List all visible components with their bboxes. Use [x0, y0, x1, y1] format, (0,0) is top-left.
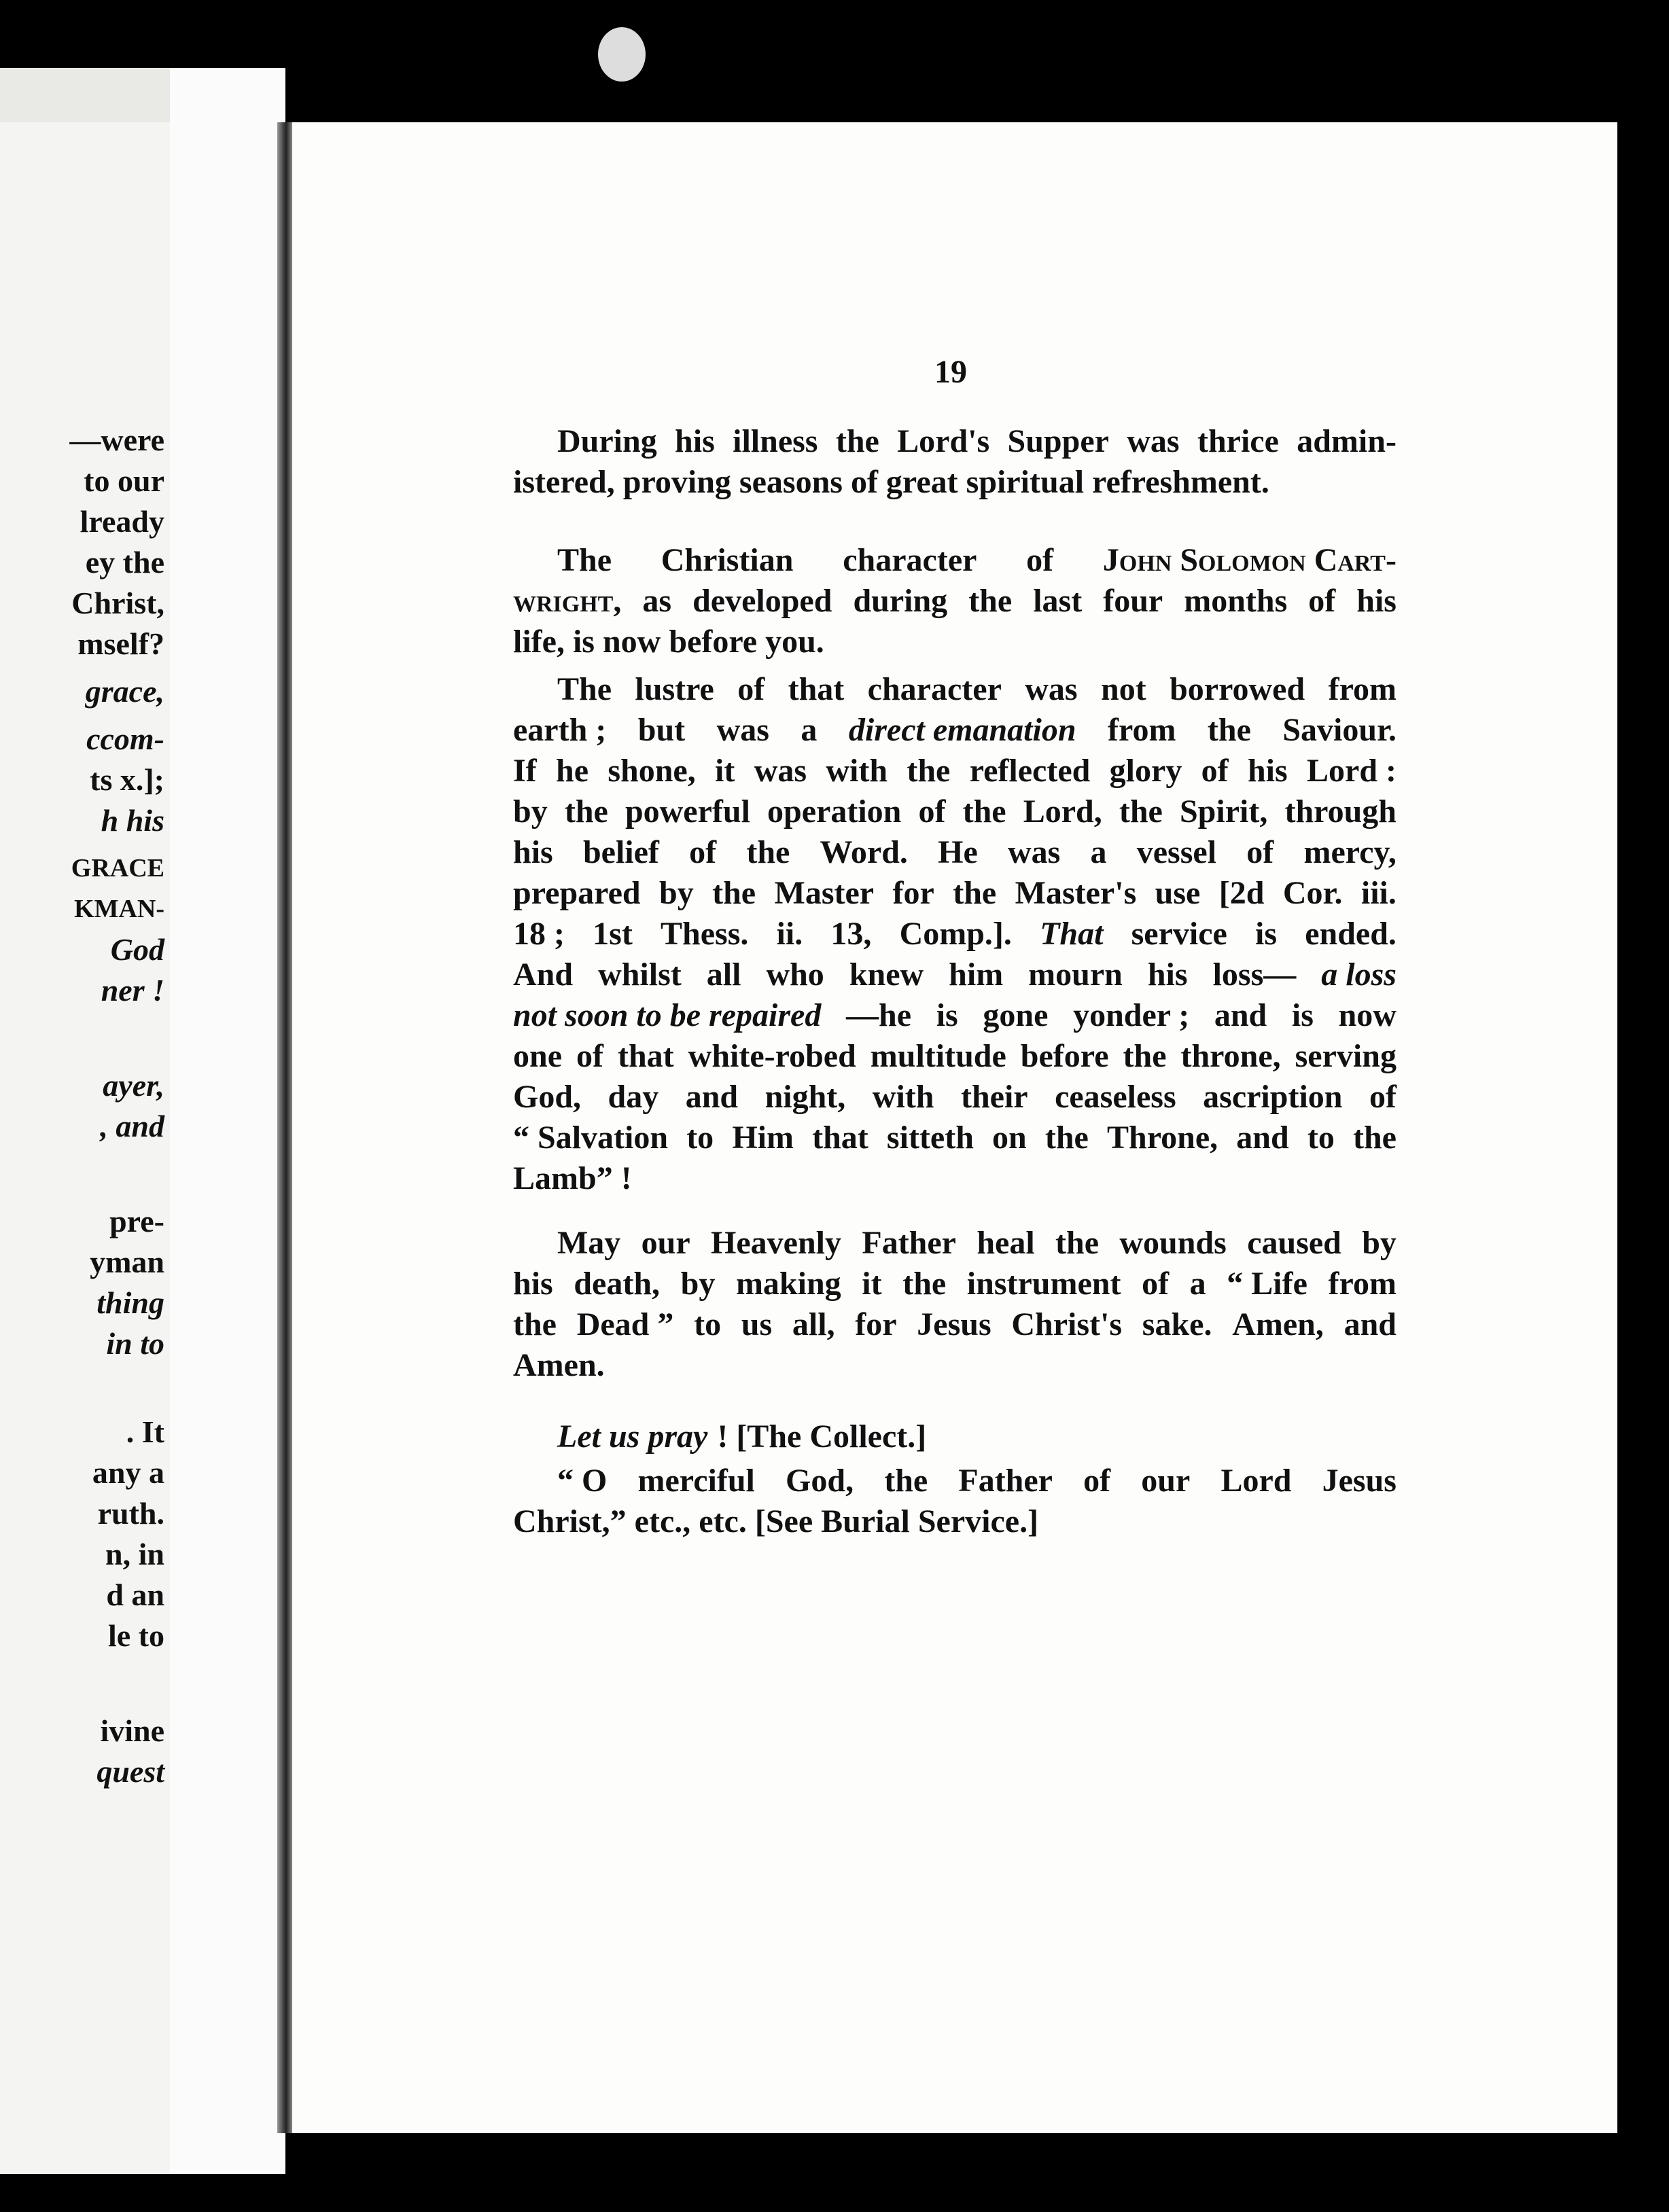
- text-line: [513, 1304, 1396, 1345]
- word: ended.: [1305, 916, 1396, 952]
- word: Thess.: [661, 916, 749, 952]
- word: the: [1352, 1120, 1396, 1156]
- word: their: [960, 1079, 1028, 1115]
- word: that: [812, 1120, 868, 1156]
- text-line: [513, 622, 824, 662]
- word: And: [513, 957, 574, 993]
- text-line: [557, 1416, 926, 1457]
- word: Supper: [1007, 423, 1109, 459]
- word: Lord: [1220, 1463, 1292, 1499]
- word: all,: [792, 1306, 835, 1342]
- word: with: [826, 753, 888, 789]
- text-line: [513, 1036, 1396, 1077]
- word: Amen.: [513, 1347, 605, 1383]
- left-page-fragment: lready: [80, 504, 164, 539]
- text-line: [513, 1077, 1396, 1118]
- word: a: [1189, 1266, 1206, 1302]
- left-page-strip: [0, 68, 170, 122]
- word: as: [642, 583, 672, 619]
- word: during: [853, 583, 948, 619]
- word: ascription: [1203, 1079, 1343, 1115]
- word: to: [694, 1306, 722, 1342]
- word: Father: [862, 1225, 956, 1261]
- word: yonder ;: [1073, 997, 1190, 1033]
- word: Spirit,: [1179, 793, 1268, 830]
- text-line: [513, 1345, 605, 1386]
- word: 1st: [593, 916, 633, 952]
- word: direct emanation: [848, 712, 1076, 748]
- text-line: [513, 462, 1269, 503]
- word: to: [686, 1120, 714, 1156]
- text-line: [513, 791, 1396, 832]
- text-line: [557, 540, 1396, 581]
- left-page-fragment: , and: [100, 1109, 164, 1143]
- text-line: [513, 1501, 1038, 1542]
- word: our: [641, 1225, 690, 1261]
- word: 18 ;: [513, 916, 565, 952]
- left-page-fragment: in to: [106, 1326, 164, 1361]
- word: mercy,: [1303, 834, 1396, 870]
- word: by: [680, 1266, 716, 1302]
- word: Dead ”: [576, 1306, 674, 1342]
- word: ! [The Collect.]: [717, 1419, 927, 1455]
- word: that: [617, 1038, 674, 1074]
- word: is: [1255, 916, 1278, 952]
- book-spine: [277, 122, 292, 2133]
- word: Word.: [820, 834, 908, 870]
- word: and: [685, 1079, 739, 1115]
- word: from: [1328, 1266, 1396, 1302]
- word: istered, proving seasons of great spiritual refreshment.: [513, 464, 1269, 500]
- word: the: [907, 753, 951, 789]
- word: but: [637, 712, 686, 748]
- word: illness: [733, 423, 818, 459]
- word: The: [557, 671, 612, 707]
- word: from: [1108, 712, 1176, 748]
- word: us: [741, 1306, 773, 1342]
- word: it: [862, 1266, 882, 1302]
- word: of: [576, 1038, 603, 1074]
- left-page-edge: [0, 68, 170, 2174]
- left-page-fragment: d an: [106, 1577, 164, 1612]
- word: thrice: [1197, 423, 1279, 459]
- text-line: [513, 1118, 1396, 1158]
- left-page-fragment: thing: [96, 1285, 164, 1320]
- word: instrument: [966, 1266, 1121, 1302]
- word: operation: [767, 793, 902, 830]
- word: the: [1119, 793, 1163, 830]
- text-line: [513, 710, 1396, 751]
- word: knew: [849, 957, 924, 993]
- word: it: [715, 753, 735, 789]
- word: by: [513, 793, 548, 830]
- word: his: [1247, 753, 1288, 789]
- word: the: [513, 1306, 557, 1342]
- word: If: [513, 753, 537, 789]
- word: reflected: [969, 753, 1091, 789]
- word: ceaseless: [1055, 1079, 1176, 1115]
- word: The: [557, 542, 612, 578]
- text-line: [513, 955, 1396, 995]
- left-page-fragment: GRACE: [71, 854, 164, 882]
- word: for: [855, 1306, 897, 1342]
- left-page-fragment: ey the: [85, 545, 164, 579]
- word: earth ;: [513, 712, 607, 748]
- word: night,: [765, 1079, 846, 1115]
- word: with: [872, 1079, 934, 1115]
- word: for: [892, 875, 934, 911]
- left-page-fragment: quest: [96, 1754, 164, 1789]
- word: belief: [582, 834, 659, 870]
- word: May: [557, 1225, 621, 1261]
- word: God,: [513, 1079, 582, 1115]
- word: Cor.: [1282, 875, 1343, 911]
- left-page-fragment: —were: [69, 423, 164, 457]
- text-line: [557, 1461, 1396, 1501]
- word: his: [513, 1266, 553, 1302]
- word: of: [1246, 834, 1274, 870]
- word: on: [992, 1120, 1027, 1156]
- word: He: [938, 834, 978, 870]
- word: loss—: [1212, 957, 1297, 993]
- word: not: [1101, 671, 1146, 707]
- left-page-fragment: ayer,: [103, 1068, 164, 1103]
- word: 13,: [830, 916, 872, 952]
- word: Let us pray: [557, 1419, 708, 1455]
- word: and: [1236, 1120, 1289, 1156]
- word: through: [1284, 793, 1396, 830]
- word: Comp.].: [899, 916, 1012, 952]
- word: is: [936, 997, 958, 1033]
- word: character: [867, 671, 1002, 707]
- text-line: [513, 873, 1396, 914]
- word: service: [1131, 916, 1227, 952]
- word: of: [1308, 583, 1336, 619]
- word: the: [902, 1266, 947, 1302]
- word: by: [659, 875, 694, 911]
- word: Saviour.: [1282, 712, 1396, 748]
- word: the: [1055, 1225, 1100, 1261]
- word: before: [1020, 1038, 1109, 1074]
- left-page-fragment: n, in: [105, 1537, 164, 1571]
- word: During: [557, 423, 657, 459]
- word: multitude: [870, 1038, 1006, 1074]
- page-gutter: [170, 68, 285, 2174]
- left-page-fragment: le to: [107, 1618, 164, 1653]
- word: who: [766, 957, 824, 993]
- text-line: [557, 421, 1396, 462]
- text-line: [513, 581, 1396, 622]
- word: shone,: [608, 753, 696, 789]
- word: God,: [786, 1463, 854, 1499]
- word: John Solomon Cart-: [1102, 542, 1396, 578]
- word: to: [1307, 1120, 1335, 1156]
- word: throne,: [1180, 1038, 1281, 1074]
- word: lustre: [635, 671, 714, 707]
- word: now: [1338, 997, 1396, 1033]
- word: the: [564, 793, 608, 830]
- word: of: [689, 834, 717, 870]
- word: character: [843, 542, 977, 578]
- word: of: [1369, 1079, 1396, 1115]
- text-line: [513, 995, 1396, 1036]
- word: from: [1328, 671, 1396, 707]
- word: months: [1184, 583, 1288, 619]
- word: the: [953, 875, 997, 911]
- text-line: [513, 832, 1396, 873]
- word: a: [801, 712, 818, 748]
- word: last: [1033, 583, 1083, 619]
- word: whilst: [598, 957, 682, 993]
- left-page-fragment: yman: [90, 1245, 164, 1279]
- left-page-fragment: ner !: [101, 973, 164, 1007]
- word: he: [556, 753, 588, 789]
- word: the: [1123, 1038, 1167, 1074]
- word: powerful: [625, 793, 750, 830]
- left-page-fragment: ivine: [100, 1713, 164, 1748]
- word: of: [1201, 753, 1229, 789]
- word: day: [608, 1079, 659, 1115]
- word: four: [1103, 583, 1163, 619]
- word: Master's: [1015, 875, 1137, 911]
- word: Lord,: [1023, 793, 1102, 830]
- word: his: [513, 834, 553, 870]
- word: admin-: [1297, 423, 1396, 459]
- word: “ O: [557, 1463, 608, 1499]
- word: his: [1147, 957, 1188, 993]
- left-page-fragment: pre-: [109, 1204, 164, 1238]
- word: the: [746, 834, 790, 870]
- word: Christian: [661, 542, 794, 578]
- word: Lord :: [1307, 753, 1396, 789]
- left-page-fragment: ccom-: [86, 721, 164, 756]
- word: Him: [732, 1120, 794, 1156]
- word: ii.: [776, 916, 803, 952]
- word: was: [754, 753, 807, 789]
- word: Christ,” etc., etc. [See Burial Service.]: [513, 1503, 1039, 1539]
- word: Heavenly: [711, 1225, 842, 1261]
- left-page-fragment: . It: [126, 1414, 164, 1449]
- left-page-fragment: to our: [84, 463, 164, 498]
- word: life, is now before you.: [513, 624, 824, 660]
- left-page-fragment: Christ,: [71, 586, 164, 620]
- word: death,: [574, 1266, 661, 1302]
- word: was: [1025, 671, 1078, 707]
- word: of: [918, 793, 946, 830]
- word: Throne,: [1107, 1120, 1218, 1156]
- word: wounds: [1119, 1225, 1227, 1261]
- word: heal: [977, 1225, 1035, 1261]
- word: mourn: [1028, 957, 1123, 993]
- word: his: [675, 423, 715, 459]
- word: “ Life: [1227, 1266, 1307, 1302]
- word: developed: [692, 583, 832, 619]
- word: prepared: [513, 875, 641, 911]
- word: the: [968, 583, 1013, 619]
- word: serving: [1295, 1038, 1396, 1074]
- word: use: [1155, 875, 1201, 911]
- word: Father: [958, 1463, 1053, 1499]
- text-line: [557, 1223, 1396, 1264]
- word: the: [1044, 1120, 1089, 1156]
- page-number: 19: [934, 354, 967, 390]
- word: him: [949, 957, 1004, 993]
- word: one: [513, 1038, 562, 1074]
- word: Jesus: [917, 1306, 991, 1342]
- word: not soon to be repaired: [513, 997, 822, 1033]
- word: is: [1291, 997, 1314, 1033]
- word: merciful: [637, 1463, 755, 1499]
- word: Jesus: [1322, 1463, 1396, 1499]
- word: was: [716, 712, 769, 748]
- word: “ Salvation: [513, 1120, 669, 1156]
- word: the: [884, 1463, 928, 1499]
- word: sake.: [1142, 1306, 1212, 1342]
- left-page-fragment: ruth.: [97, 1496, 164, 1531]
- text-line: [513, 1158, 632, 1199]
- left-page-fragment: ts x.];: [90, 762, 164, 797]
- ink-blot: [598, 27, 646, 82]
- word: that: [788, 671, 845, 707]
- left-page-fragment: grace,: [85, 674, 164, 709]
- word: Amen,: [1232, 1306, 1324, 1342]
- left-page-fragment: God: [110, 932, 164, 967]
- word: borrowed: [1170, 671, 1305, 707]
- word: our: [1141, 1463, 1191, 1499]
- left-page-fragment: KMAN-: [74, 895, 164, 923]
- word: of: [1142, 1266, 1170, 1302]
- text-line: [513, 914, 1396, 955]
- word: the: [835, 423, 879, 459]
- word: and: [1343, 1306, 1396, 1342]
- word: the: [962, 793, 1006, 830]
- word: his: [1356, 583, 1396, 619]
- word: the: [1207, 712, 1251, 748]
- word: Lamb” !: [513, 1160, 632, 1196]
- left-page-fragment: mself?: [77, 626, 164, 661]
- word: sitteth: [886, 1120, 974, 1156]
- left-page-fragment: h his: [101, 803, 164, 838]
- word: That: [1040, 916, 1104, 952]
- word: gone: [983, 997, 1049, 1033]
- word: by: [1362, 1225, 1396, 1261]
- word: was: [1127, 423, 1180, 459]
- word: iii.: [1360, 875, 1396, 911]
- word: of: [737, 671, 765, 707]
- text-line: [557, 669, 1396, 710]
- word: —he: [846, 997, 912, 1033]
- word: the: [712, 875, 756, 911]
- word: [2d: [1218, 875, 1265, 911]
- word: white-robed: [688, 1038, 856, 1074]
- word: vessel: [1136, 834, 1217, 870]
- word: glory: [1109, 753, 1182, 789]
- text-line: [513, 751, 1396, 791]
- word: Lord's: [897, 423, 990, 459]
- word: of: [1026, 542, 1054, 578]
- word: caused: [1247, 1225, 1341, 1261]
- word: Christ's: [1011, 1306, 1123, 1342]
- text-line: [513, 1264, 1396, 1304]
- word: a: [1090, 834, 1107, 870]
- word: of: [1083, 1463, 1111, 1499]
- word: Master: [774, 875, 875, 911]
- word: wright,: [513, 583, 622, 619]
- word: all: [706, 957, 741, 993]
- word: making: [735, 1266, 841, 1302]
- word: was: [1007, 834, 1061, 870]
- left-page-fragment: any a: [92, 1455, 164, 1490]
- word: and: [1214, 997, 1267, 1033]
- word: a loss: [1321, 957, 1396, 993]
